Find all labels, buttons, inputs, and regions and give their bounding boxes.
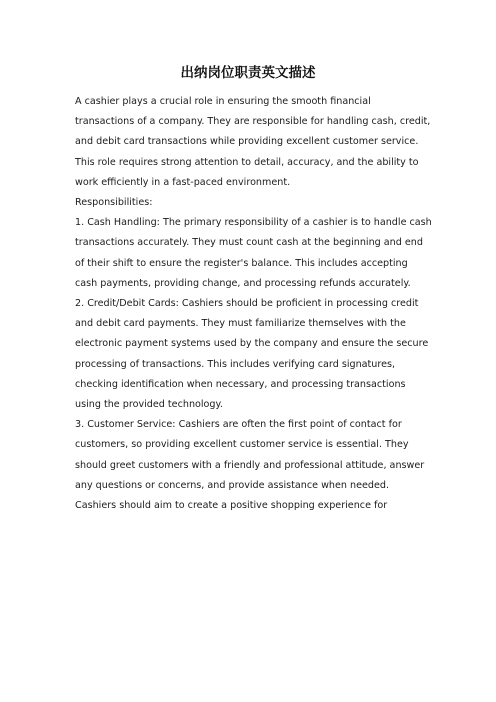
text-line: of their shift to ensure the register's balance. This includes accepting [75,257,408,269]
responsibility-item-customer-service [75,415,425,516]
text-line: Cashiers should aim to create a positive shopping experience for [75,500,388,512]
text-line: 1. Cash Handling: The primary responsibility of a cashier is to handle cash [75,217,432,229]
text-line: using the provided technology. [75,399,223,411]
text-line: This role requires strong attention to detail, accuracy, and the ability to [75,156,419,168]
text-line: should greet customers with a friendly and professional attitude, answer [75,459,425,471]
document-title: 出纳岗位职责英文描述 [180,65,316,81]
text-line: work efficiently in a fast-paced environment. [75,176,291,188]
text-line: 3. Customer Service: Cashiers are often the first point of contact for [75,419,402,431]
responsibilities-heading [75,193,425,213]
text-line: customers, so providing excellent customer service is essential. They [75,439,409,451]
text-line: cash payments, providing change, and processing refunds accurately. [75,277,411,289]
text-line: transactions of a company. They are responsible for handling cash, credit, [75,116,431,128]
text-line: electronic payment systems used by the company and ensure the secure [75,338,429,350]
text-line: 2. Credit/Debit Cards: Cashiers should be proficient in processing credit [75,298,419,310]
text-line: processing of transactions. This includes verifying card signatures, [75,358,396,370]
intro-paragraph [75,92,431,193]
text-line: and debit card payments. They must familiarize themselves with the [75,318,406,330]
text-line: Responsibilities: [75,197,153,209]
text-line: and debit card transactions while providing excellent customer service. [75,136,419,148]
responsibility-item-credit-debit-cards [75,294,429,415]
responsibility-item-cash-handling [75,213,432,294]
text-line: transactions accurately. They must count cash at the beginning and end [75,237,423,249]
text-line: A cashier plays a crucial role in ensuring the smooth financial [75,96,371,107]
document-body [75,92,432,516]
text-line: any questions or concerns, and provide assistance when needed. [75,479,390,491]
text-line: checking identification when necessary, and processing transactions [75,378,406,390]
